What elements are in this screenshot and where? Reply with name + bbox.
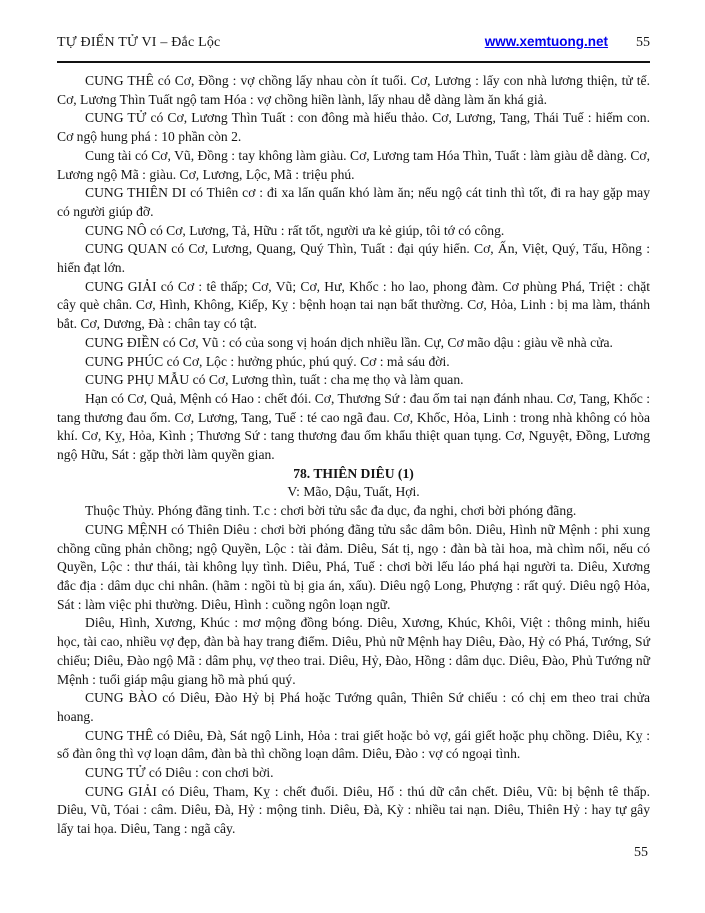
paragraph: Hạn có Cơ, Quả, Mệnh có Hao : chết đói. Cơ, Thương Sứ : đau ốm tai nạn đánh nhau. Cơ, Tang, Khốc : tang thương đau ốm. Cơ, Lương, Tang, Tuế : té cao ngã đau. Cơ, Khốc, Hỏa, Linh : trong nhà không có hòa khí. Cơ, Kỵ, Hỏa, Kình ; Thương Sứ : tang thương đau ốm khẩu thiệt quan tụng. Cơ, Nguyệt, Đồng, Lương ngộ Hữu, Sát : gặp thời làm quyền gian.	[57, 390, 650, 463]
paragraph: CUNG PHỤ MẪU có Cơ, Lương thìn, tuất : cha mẹ thọ và làm quan.	[85, 372, 464, 388]
paragraph: CUNG THÊ có Cơ, Đồng : vợ chồng lấy nhau còn ít tuổi. Cơ, Lương : lấy con nhà lương thiện, tử tế. Cơ, Lương Thìn Tuất ngộ tam Hóa : vợ chồng hiền lành, lấy nhau dễ dàng làm ăn khá giả.	[57, 73, 650, 107]
paragraph: CUNG TỬ có Cơ, Lương Thìn Tuất : con đông mà hiếu thảo. Cơ, Lương, Tang, Thái Tuế : hiếm con. Cơ ngộ hung phá : 10 phần còn 2.	[57, 110, 650, 145]
paragraph: CUNG PHÚC có Cơ, Lộc : hưởng phúc, phú quý. Cơ : mả sáu đời.	[85, 353, 450, 369]
paragraph: Thuộc Thủy. Phóng đãng tinh. T.c : chơi bời tửu sắc đa dục, đa nghi, chơi bời phóng đãng.	[85, 503, 577, 519]
header-page-number: 55	[636, 35, 650, 50]
section-subheading: V: Mão, Dậu, Tuất, Hợi.	[287, 484, 420, 500]
paragraph: CUNG GIẢI có Cơ : tê thấp; Cơ, Vũ; Cơ, Hư, Khốc : ho lao, phong đàm. Cơ phùng Phá, Triệt : chặt cây què chân. Cơ, Hình, Không, Kiếp, Kỵ : bệnh hoạn tai nạn bất thường. Cơ, Hỏa, Linh : bị ma làm, thánh bắt. Cơ, Dương, Đà : chân tay có tật.	[57, 278, 650, 332]
paragraph: CUNG QUAN có Cơ, Lương, Quang, Quý Thìn, Tuất : đại qúy hiển. Cơ, Ấn, Việt, Quý, Tấu, Hồng : hiển đạt lớn.	[57, 241, 650, 276]
paragraph: CUNG NÔ có Cơ, Lương, Tả, Hữu : rất tốt, người ưa kẻ giúp, tôi tớ có công.	[85, 222, 505, 238]
section-heading: 78. THIÊN DIÊU (1)	[293, 465, 414, 481]
website-link[interactable]: www.xemtuong.net	[484, 34, 608, 49]
header-right-group	[485, 34, 650, 51]
paragraph: CUNG THIÊN DI có Thiên cơ : đi xa lẩn quẩn khó làm ăn; nếu ngộ cát tinh thì tốt, đi ra hay gặp may có người giúp đỡ.	[57, 185, 650, 219]
header-divider	[57, 61, 650, 63]
footer-page-number: 55	[634, 845, 648, 860]
page-header	[57, 34, 650, 51]
document-title: TỰ ĐIỂN TỬ VI – Đắc Lộc	[57, 35, 221, 50]
paragraph: Cung tài có Cơ, Vũ, Đồng : tay không làm giàu. Cơ, Lương tam Hóa Thìn, Tuất : làm giàu dễ dàng. Cơ, Lương ngộ Mã : giàu. Cơ, Lương, Lộc, Mã : triệu phú.	[57, 147, 650, 182]
paragraph: CUNG THÊ có Diêu, Đà, Sát ngộ Linh, Hỏa : trai giết hoặc bỏ vợ, gái giết hoặc phụ chồng. Diêu, Kỵ : số đàn ông thì vợ loạn dâm, đàn bà thì chồng loạn dâm. Diêu, Đào : vợ có ngoại tình.	[57, 727, 650, 762]
paragraph: CUNG TỬ có Diêu : con chơi bời.	[85, 765, 274, 781]
paragraph: CUNG BÀO có Diêu, Đào Hỷ bị Phá hoặc Tướng quân, Thiên Sứ chiếu : có chị em theo trai chửa hoang.	[57, 690, 650, 724]
paragraph: CUNG GIẢI có Diêu, Tham, Kỵ : chết đuối. Diêu, Hổ : thú dữ cắn chết. Diêu, Vũ: bị bệnh tê thấp. Diêu, Vũ, Tóai : câm. Diêu, Đà, Hỷ : mộng tinh. Diêu, Đà, Kỳ : nhiều tai nạn. Diêu, Thiên Hỷ : hay tự gây lấy tai họa. Diêu, Tang : ngã cây.	[57, 783, 650, 837]
paragraph: Diêu, Hình, Xương, Khúc : mơ mộng đồng bóng. Diêu, Xương, Khúc, Khôi, Việt : thông minh, hiếu học, tài cao, nhiều vợ đẹp, đàn bà hay trang điểm. Diêu, Phủ nữ Mệnh hay Diêu, Đào, Hỷ có Phá, Tướng, Sứ chiếu; Diêu, Đào ngộ Mã : dâm phụ, vợ theo trai. Diêu, Hỷ, Đào, Hồng : dâm dục. Diêu, Đào, Phủ Tướng nữ Mệnh : tuổi giáp mậu giang hồ mà phú quý.	[57, 615, 650, 687]
document-body	[57, 72, 650, 839]
document-page	[57, 34, 650, 839]
paragraph: CUNG ĐIỀN có Cơ, Vũ : có của song vị hoán dịch nhiều lần. Cự, Cơ mão dậu : giàu về nhà cửa.	[85, 334, 613, 350]
paragraph: CUNG MỆNH có Thiên Diêu : chơi bời phóng đãng tửu sắc dâm bôn. Diêu, Hình nữ Mệnh : phi xung chồng cũng phản chồng; ngộ Quyền, Lộc : tài đảm. Diêu, Sát tị, ngọ : đàn bà tài hoa, mà chìm nổi, nếu có Quyền, Lộc : thư thái, tài không lụy tình. Diêu, Phá, Tuế : chơi bời lếu láo phá hại người ta. Diêu, Xương đắc địa : dâm dục chi nhân. (hãm : ngồi tù bị gia án, xấu). Diêu ngộ Long, Phượng : rất quý. Diêu ngộ Hỏa, Sát : làm việc phi thường. Diêu, Hình : cuồng ngôn loạn ngữ.	[57, 521, 650, 612]
